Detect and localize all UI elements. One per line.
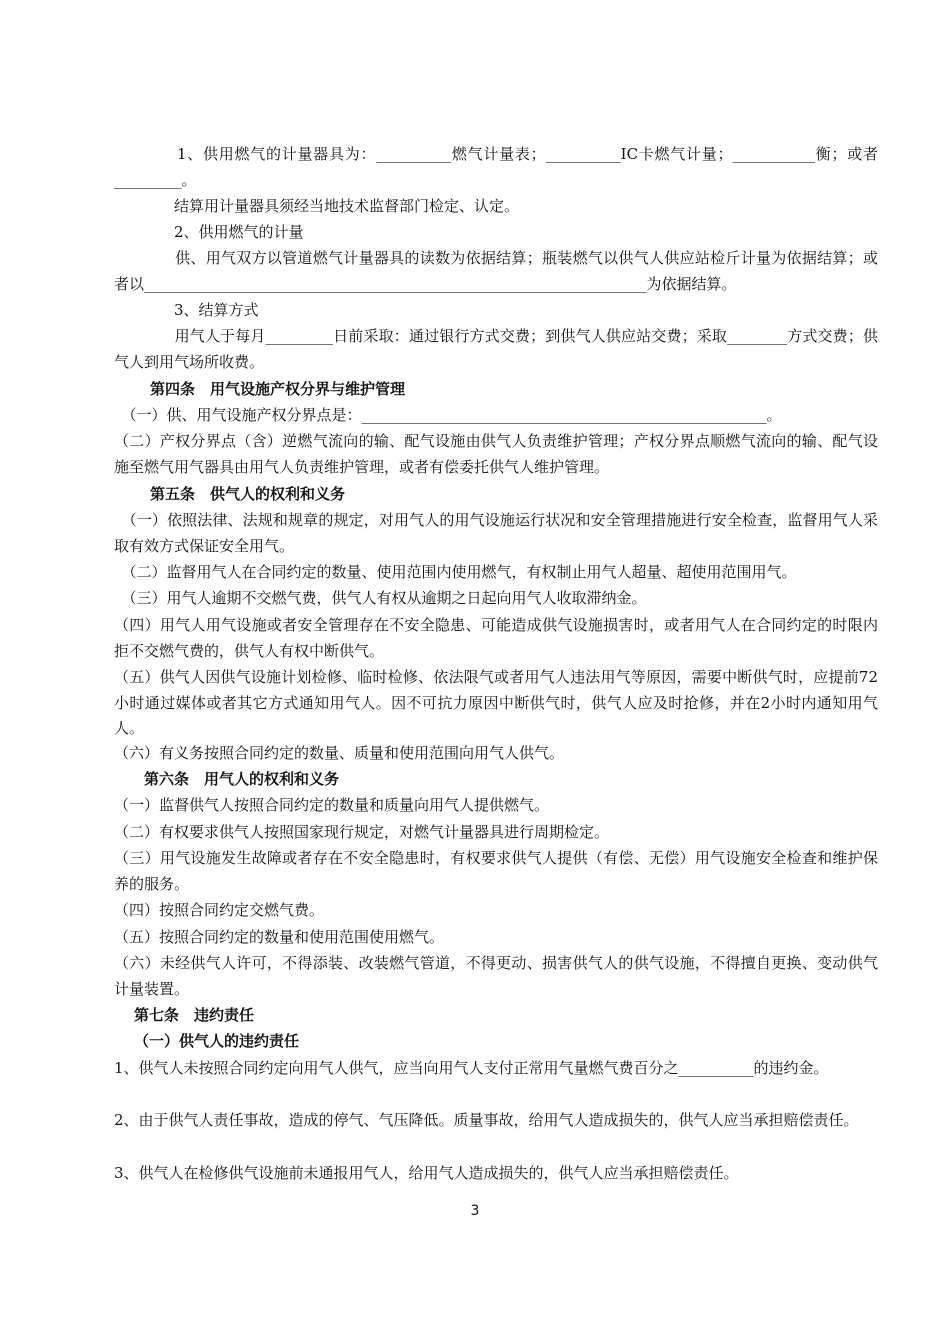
clause-metering-basis: 供、用气双方以管道燃气计量器具的读数为依据结算；瓶装燃气以供气人供应站检斤计量为依据结算；或者以___________________________________________________________________为依据结算。 xyxy=(114,249,878,293)
article-4-item-2: （二）产权分界点（含）逆燃气流向的输、配气设施由供气人负责维护管理；产权分界点顺燃气流向的输、配气设施至燃气用气器具由用气人负责维护管理，或者有偿委托供气人维护管理。 xyxy=(114,432,878,476)
article-5-item-2: （二）监督用气人在合同约定的数量、使用范围内使用燃气，有权制止用气人超量、超使用范围用气。 xyxy=(114,563,797,581)
article-6-heading: 第六条 用气人的权利和义务 xyxy=(144,770,340,788)
article-6-item-4: （四）按照合同约定交燃气费。 xyxy=(114,901,325,919)
article-6-item-5: （五）按照合同约定的数量和使用范围使用燃气。 xyxy=(114,928,445,946)
clause-meter-certification: 结算用计量器具须经当地技术监督部门检定、认定。 xyxy=(114,197,520,215)
article-5-item-6: （六）有义务按照合同约定的数量、质量和使用范围向用气人供气。 xyxy=(114,744,565,762)
article-7-item-2: 2、由于供气人责任事故，造成的停气、气压降低。质量事故，给用气人造成损失的，供气人应当承担赔偿责任。 xyxy=(114,1111,859,1129)
article-5-item-4: （四）用气人用气设施或者安全管理存在不安全隐患、可能造成供气设施损害时，或者用气人在合同约定的时限内拒不交燃气费的，供气人有权中断供气。 xyxy=(114,616,878,660)
article-7-subheading: （一）供气人的违约责任 xyxy=(134,1032,300,1050)
clause-metering-heading: 2、供用燃气的计量 xyxy=(114,223,304,241)
clause-meter-types: 1、供用燃气的计量器具为：__________燃气计量表；__________IC卡燃气计量；___________衡；或者_________。 xyxy=(114,145,878,189)
article-4-heading: 第四条 用气设施产权分界与维护管理 xyxy=(150,380,406,398)
article-6-item-1: （一）监督供气人按照合同约定的数量和质量向用气人提供燃气。 xyxy=(114,796,550,814)
article-5-item-3: （三）用气人逾期不交燃气费，供气人有权从逾期之日起向用气人收取滞纳金。 xyxy=(114,589,647,607)
article-5-heading: 第五条 供气人的权利和义务 xyxy=(150,485,346,503)
clause-settlement-method: 用气人于每月_________日前采取：通过银行方式交费；到供气人供应站交费；采取________方式交费；供气人到用气场所收费。 xyxy=(114,327,878,371)
article-6-item-3: （三）用气设施发生故障或者存在不安全隐患时，有权要求供气人提供（有偿、无偿）用气设施安全检查和维护保养的服务。 xyxy=(114,849,878,893)
article-6-item-6: （六）未经供气人许可，不得添装、改装燃气管道，不得更动、损害供气人的供气设施，不得擅自更换、变动供气计量装置。 xyxy=(114,954,878,998)
article-7-heading: 第七条 违约责任 xyxy=(134,1006,255,1024)
article-4-item-1: （一）供、用气设施产权分界点是：______________________________________________________。 xyxy=(114,406,782,424)
article-7-item-3: 3、供气人在检修供气设施前未通报用气人，给用气人造成损失的，供气人应当承担赔偿责任。 xyxy=(114,1164,739,1182)
article-7-item-1: 1、供气人未按照合同约定向用气人供气，应当向用气人支付正常用气量燃气费百分之__________的违约金。 xyxy=(114,1059,829,1077)
article-6-item-2: （二）有权要求供气人按照国家现行规定，对燃气计量器具进行周期检定。 xyxy=(114,823,610,841)
article-5-item-1: （一）依照法律、法规和规章的规定，对用气人的用气设施运行状况和安全管理措施进行安全检查，监督用气人采取有效方式保证安全用气。 xyxy=(114,511,878,555)
article-5-item-5: （五）供气人因供气设施计划检修、临时检修、依法限气或者用气人违法用气等原因，需要中断供气时，应提前72小时通过媒体或者其它方式通知用气人。因不可抗力原因中断供气时，供气人应及时抢修，并在2小时内通知用气人。 xyxy=(114,668,878,737)
page-number: 3 xyxy=(470,1203,480,1219)
clause-settlement-heading: 3、结算方式 xyxy=(114,301,259,319)
